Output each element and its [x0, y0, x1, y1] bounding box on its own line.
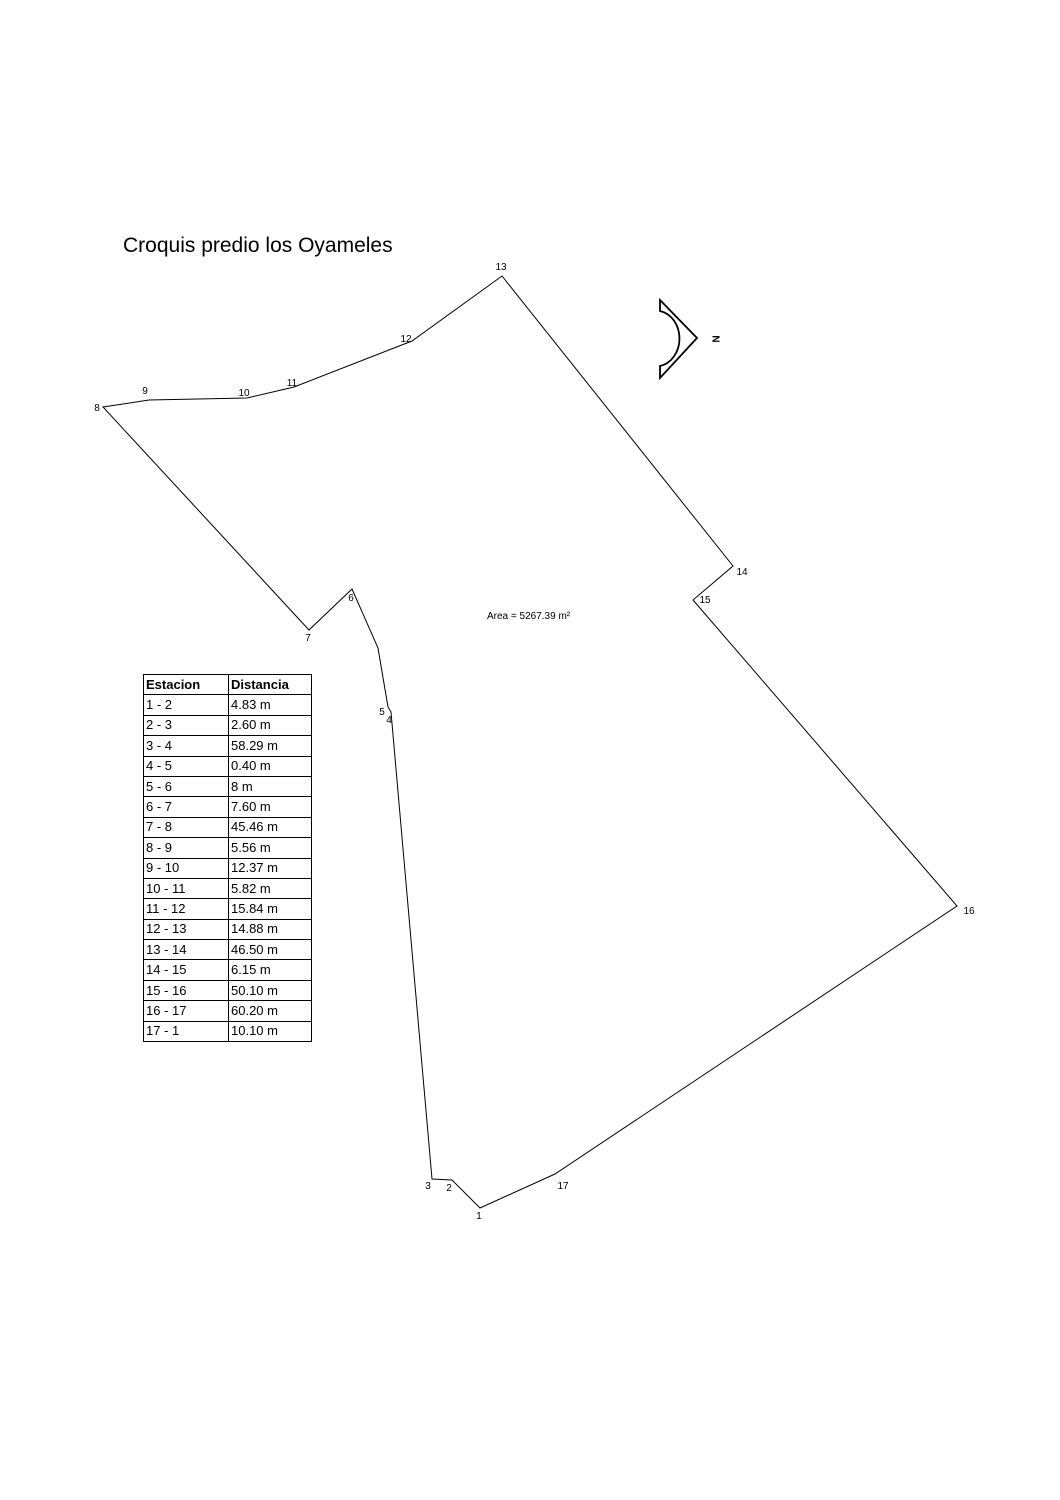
- station-cell: 5 - 6: [144, 776, 229, 796]
- distance-cell: 15.84 m: [229, 899, 312, 919]
- station-label-5: 5: [379, 707, 385, 718]
- distance-cell: 58.29 m: [229, 736, 312, 756]
- table-row: [144, 960, 312, 980]
- station-label-4: 4: [386, 715, 392, 726]
- page-title: Croquis predio los Oyameles: [123, 234, 393, 257]
- table-row: [144, 797, 312, 817]
- table-row: [144, 858, 312, 878]
- station-label-1: 1: [476, 1211, 482, 1222]
- station-label-12: 12: [400, 334, 412, 345]
- station-cell: 2 - 3: [144, 715, 229, 735]
- distance-cell: 5.56 m: [229, 838, 312, 858]
- table-row: [144, 878, 312, 898]
- station-cell: 4 - 5: [144, 756, 229, 776]
- station-cell: 17 - 1: [144, 1021, 229, 1041]
- station-cell: 15 - 16: [144, 980, 229, 1000]
- table-row: [144, 1001, 312, 1021]
- table-header-row: [144, 675, 312, 695]
- station-label-11: 11: [286, 378, 298, 389]
- distance-cell: 10.10 m: [229, 1021, 312, 1041]
- station-cell: 8 - 9: [144, 838, 229, 858]
- column-header-distance: Distancia: [229, 675, 312, 695]
- station-cell: 14 - 15: [144, 960, 229, 980]
- table-row: [144, 776, 312, 796]
- table-row: [144, 817, 312, 837]
- table-row: [144, 980, 312, 1000]
- column-header-station: Estacion: [144, 675, 229, 695]
- table-row: [144, 736, 312, 756]
- table-row: [144, 838, 312, 858]
- station-label-15: 15: [699, 595, 711, 606]
- distance-table: [143, 674, 312, 1042]
- station-label-17: 17: [557, 1181, 569, 1192]
- station-label-10: 10: [238, 388, 250, 399]
- station-label-16: 16: [963, 906, 975, 917]
- distance-cell: 8 m: [229, 776, 312, 796]
- distance-cell: 46.50 m: [229, 940, 312, 960]
- station-label-8: 8: [94, 403, 100, 414]
- distance-cell: 60.20 m: [229, 1001, 312, 1021]
- distance-cell: 14.88 m: [229, 919, 312, 939]
- distance-cell: 50.10 m: [229, 980, 312, 1000]
- table-row: [144, 899, 312, 919]
- station-cell: 12 - 13: [144, 919, 229, 939]
- table-row: [144, 919, 312, 939]
- distance-cell: 5.82 m: [229, 878, 312, 898]
- distance-cell: 6.15 m: [229, 960, 312, 980]
- station-label-3: 3: [425, 1181, 431, 1192]
- distance-cell: 4.83 m: [229, 695, 312, 715]
- north-label: N: [709, 335, 721, 343]
- station-cell: 1 - 2: [144, 695, 229, 715]
- table-row: [144, 695, 312, 715]
- distance-cell: 7.60 m: [229, 797, 312, 817]
- station-cell: 9 - 10: [144, 858, 229, 878]
- station-cell: 7 - 8: [144, 817, 229, 837]
- distance-cell: 2.60 m: [229, 715, 312, 735]
- table-row: [144, 1021, 312, 1041]
- station-cell: 13 - 14: [144, 940, 229, 960]
- station-cell: 6 - 7: [144, 797, 229, 817]
- station-cell: 3 - 4: [144, 736, 229, 756]
- area-label: Area = 5267.39 m²: [487, 611, 571, 622]
- table-row: [144, 715, 312, 735]
- station-cell: 16 - 17: [144, 1001, 229, 1021]
- station-label-6: 6: [348, 593, 354, 604]
- north-arrow-icon: [660, 300, 720, 378]
- station-label-2: 2: [446, 1183, 452, 1194]
- distance-cell: 12.37 m: [229, 858, 312, 878]
- station-label-7: 7: [305, 633, 311, 644]
- station-cell: 10 - 11: [144, 878, 229, 898]
- distance-cell: 0.40 m: [229, 756, 312, 776]
- station-cell: 11 - 12: [144, 899, 229, 919]
- station-label-9: 9: [142, 386, 148, 397]
- table-row: [144, 940, 312, 960]
- station-label-13: 13: [495, 262, 507, 273]
- table-row: [144, 756, 312, 776]
- station-label-14: 14: [736, 567, 748, 578]
- distance-cell: 45.46 m: [229, 817, 312, 837]
